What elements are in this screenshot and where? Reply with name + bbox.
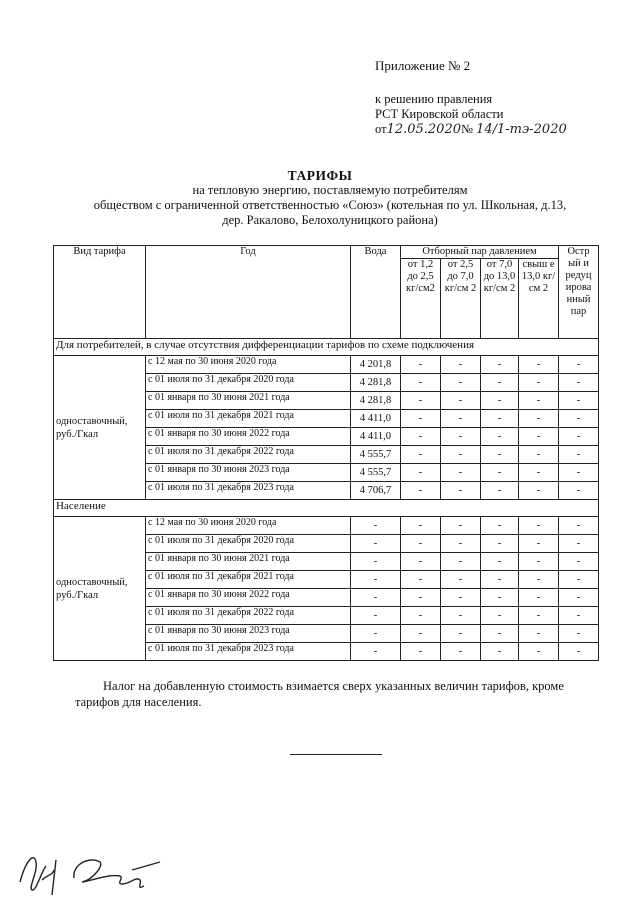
steam-4-cell: - [519,410,559,428]
decision-number: 14/1-тэ-2020 [476,122,567,137]
steam-2-cell: - [441,589,481,607]
steam-3-cell: - [481,428,519,446]
steam-2-cell: - [441,410,481,428]
water-cell: 4 281,8 [351,392,401,410]
water-cell: 4 411,0 [351,410,401,428]
sharp-steam-cell: - [559,428,599,446]
steam-4-cell: - [519,643,559,661]
steam-1-cell: - [401,535,441,553]
steam-3-cell: - [481,392,519,410]
decision-block [375,92,567,137]
decision-line-3 [375,122,567,137]
steam-1-cell: - [401,517,441,535]
header-steam-2: от 2,5 до 7,0 кг/см 2 [441,259,481,339]
water-cell: 4 555,7 [351,446,401,464]
steam-2-cell: - [441,374,481,392]
water-cell: - [351,643,401,661]
steam-3-cell: - [481,410,519,428]
steam-3-cell: - [481,571,519,589]
period-cell: с 01 января по 30 июня 2022 года [146,428,351,446]
sharp-steam-cell: - [559,535,599,553]
section-row [54,339,599,356]
steam-2-cell: - [441,464,481,482]
section-title: Для потребителей, в случае отсутствия дифференциации тарифов по схеме подключения [54,339,599,356]
header-kind: Вид тарифа [54,246,146,339]
period-cell: с 12 мая по 30 июня 2020 года [146,517,351,535]
steam-2-cell: - [441,392,481,410]
section-row [54,500,599,517]
water-cell: 4 706,7 [351,482,401,500]
steam-2-cell: - [441,571,481,589]
water-cell: 4 201,8 [351,356,401,374]
water-cell: - [351,625,401,643]
steam-4-cell: - [519,374,559,392]
steam-3-cell: - [481,607,519,625]
steam-3-cell: - [481,446,519,464]
header-sharp-steam: Остр ый и редуц ирова нный пар [559,246,599,339]
steam-3-cell: - [481,643,519,661]
decision-date: 12.05.2020 [386,122,461,137]
period-cell: с 01 января по 30 июня 2023 года [146,625,351,643]
sharp-steam-cell: - [559,464,599,482]
steam-2-cell: - [441,428,481,446]
steam-1-cell: - [401,643,441,661]
steam-1-cell: - [401,464,441,482]
appendix-label: Приложение № 2 [375,58,471,73]
decision-line-2: РСТ Кировской области [375,107,504,121]
steam-4-cell: - [519,356,559,374]
sharp-steam-cell: - [559,553,599,571]
steam-4-cell: - [519,571,559,589]
section-title: Население [54,500,599,517]
steam-2-cell: - [441,517,481,535]
subtitle-line-1: на тепловую энергию, поставляемую потребителям [192,183,468,197]
steam-2-cell: - [441,356,481,374]
period-cell: с 01 июля по 31 декабря 2020 года [146,374,351,392]
sharp-steam-cell: - [559,625,599,643]
period-cell: с 01 января по 30 июня 2023 года [146,464,351,482]
steam-4-cell: - [519,464,559,482]
header-steam-1: от 1,2 до 2,5 кг/см2 [401,259,441,339]
steam-1-cell: - [401,589,441,607]
steam-1-cell: - [401,428,441,446]
water-cell: 4 281,8 [351,374,401,392]
period-cell: с 12 мая по 30 июня 2020 года [146,356,351,374]
subtitle-line-2: обществом с ограниченной ответственностью «Союз» (котельная по ул. Школьная, д.13, [93,198,567,212]
header-steam-group: Отборный пар давлением [401,246,559,259]
decision-line-1: к решению правления [375,92,493,106]
tariff-kind: одноставочный, руб./Гкал [54,356,146,500]
water-cell: - [351,517,401,535]
steam-3-cell: - [481,517,519,535]
steam-3-cell: - [481,482,519,500]
header-steam-3: от 7,0 до 13,0 кг/см 2 [481,259,519,339]
steam-4-cell: - [519,517,559,535]
steam-4-cell: - [519,625,559,643]
steam-2-cell: - [441,643,481,661]
table-row [54,517,599,535]
steam-2-cell: - [441,446,481,464]
steam-2-cell: - [441,535,481,553]
steam-1-cell: - [401,482,441,500]
header-water: Вода [351,246,401,339]
sharp-steam-cell: - [559,446,599,464]
steam-4-cell: - [519,607,559,625]
steam-3-cell: - [481,553,519,571]
signature [12,840,182,900]
period-cell: с 01 января по 30 июня 2022 года [146,589,351,607]
steam-4-cell: - [519,553,559,571]
steam-1-cell: - [401,374,441,392]
steam-4-cell: - [519,535,559,553]
water-cell: - [351,535,401,553]
period-cell: с 01 июля по 31 декабря 2020 года [146,535,351,553]
water-cell: 4 411,0 [351,428,401,446]
steam-1-cell: - [401,356,441,374]
period-cell: с 01 июля по 31 декабря 2022 года [146,607,351,625]
steam-4-cell: - [519,428,559,446]
steam-1-cell: - [401,446,441,464]
period-cell: с 01 июля по 31 декабря 2022 года [146,446,351,464]
steam-3-cell: - [481,464,519,482]
sharp-steam-cell: - [559,643,599,661]
steam-3-cell: - [481,535,519,553]
water-cell: - [351,607,401,625]
water-cell: 4 555,7 [351,464,401,482]
steam-4-cell: - [519,392,559,410]
period-cell: с 01 января по 30 июня 2021 года [146,553,351,571]
steam-2-cell: - [441,625,481,643]
document-title: ТАРИФЫ [287,168,353,183]
steam-3-cell: - [481,356,519,374]
sharp-steam-cell: - [559,356,599,374]
header-steam-4: свыш е 13,0 кг/см 2 [519,259,559,339]
steam-4-cell: - [519,446,559,464]
water-cell: - [351,589,401,607]
closing-rule [290,754,382,755]
sharp-steam-cell: - [559,392,599,410]
decision-no-prefix: № [461,122,473,136]
water-cell: - [351,553,401,571]
steam-1-cell: - [401,410,441,428]
vat-note: Налог на добавленную стоимость взимается сверх указанных величин тарифов, кроме тарифов для населения. [75,679,564,709]
steam-1-cell: - [401,571,441,589]
table-header-row [54,246,599,259]
period-cell: с 01 января по 30 июня 2021 года [146,392,351,410]
sharp-steam-cell: - [559,482,599,500]
steam-1-cell: - [401,392,441,410]
tariff-kind: одноставочный, руб./Гкал [54,517,146,661]
steam-2-cell: - [441,607,481,625]
steam-2-cell: - [441,553,481,571]
document-subtitle [60,183,600,228]
period-cell: с 01 июля по 31 декабря 2021 года [146,571,351,589]
steam-1-cell: - [401,553,441,571]
steam-3-cell: - [481,625,519,643]
period-cell: с 01 июля по 31 декабря 2023 года [146,643,351,661]
steam-1-cell: - [401,607,441,625]
steam-1-cell: - [401,625,441,643]
steam-4-cell: - [519,589,559,607]
sharp-steam-cell: - [559,517,599,535]
water-cell: - [351,571,401,589]
period-cell: с 01 июля по 31 декабря 2023 года [146,482,351,500]
table-body [54,339,599,661]
sharp-steam-cell: - [559,374,599,392]
header-year: Год [146,246,351,339]
sharp-steam-cell: - [559,607,599,625]
period-cell: с 01 июля по 31 декабря 2021 года [146,410,351,428]
tariff-table [53,245,599,661]
sharp-steam-cell: - [559,410,599,428]
subtitle-line-3: дер. Ракалово, Белохолуницкого района) [222,213,438,227]
steam-2-cell: - [441,482,481,500]
sharp-steam-cell: - [559,589,599,607]
sharp-steam-cell: - [559,571,599,589]
steam-3-cell: - [481,589,519,607]
decision-from-prefix: от [375,122,387,136]
steam-4-cell: - [519,482,559,500]
steam-3-cell: - [481,374,519,392]
table-row [54,356,599,374]
